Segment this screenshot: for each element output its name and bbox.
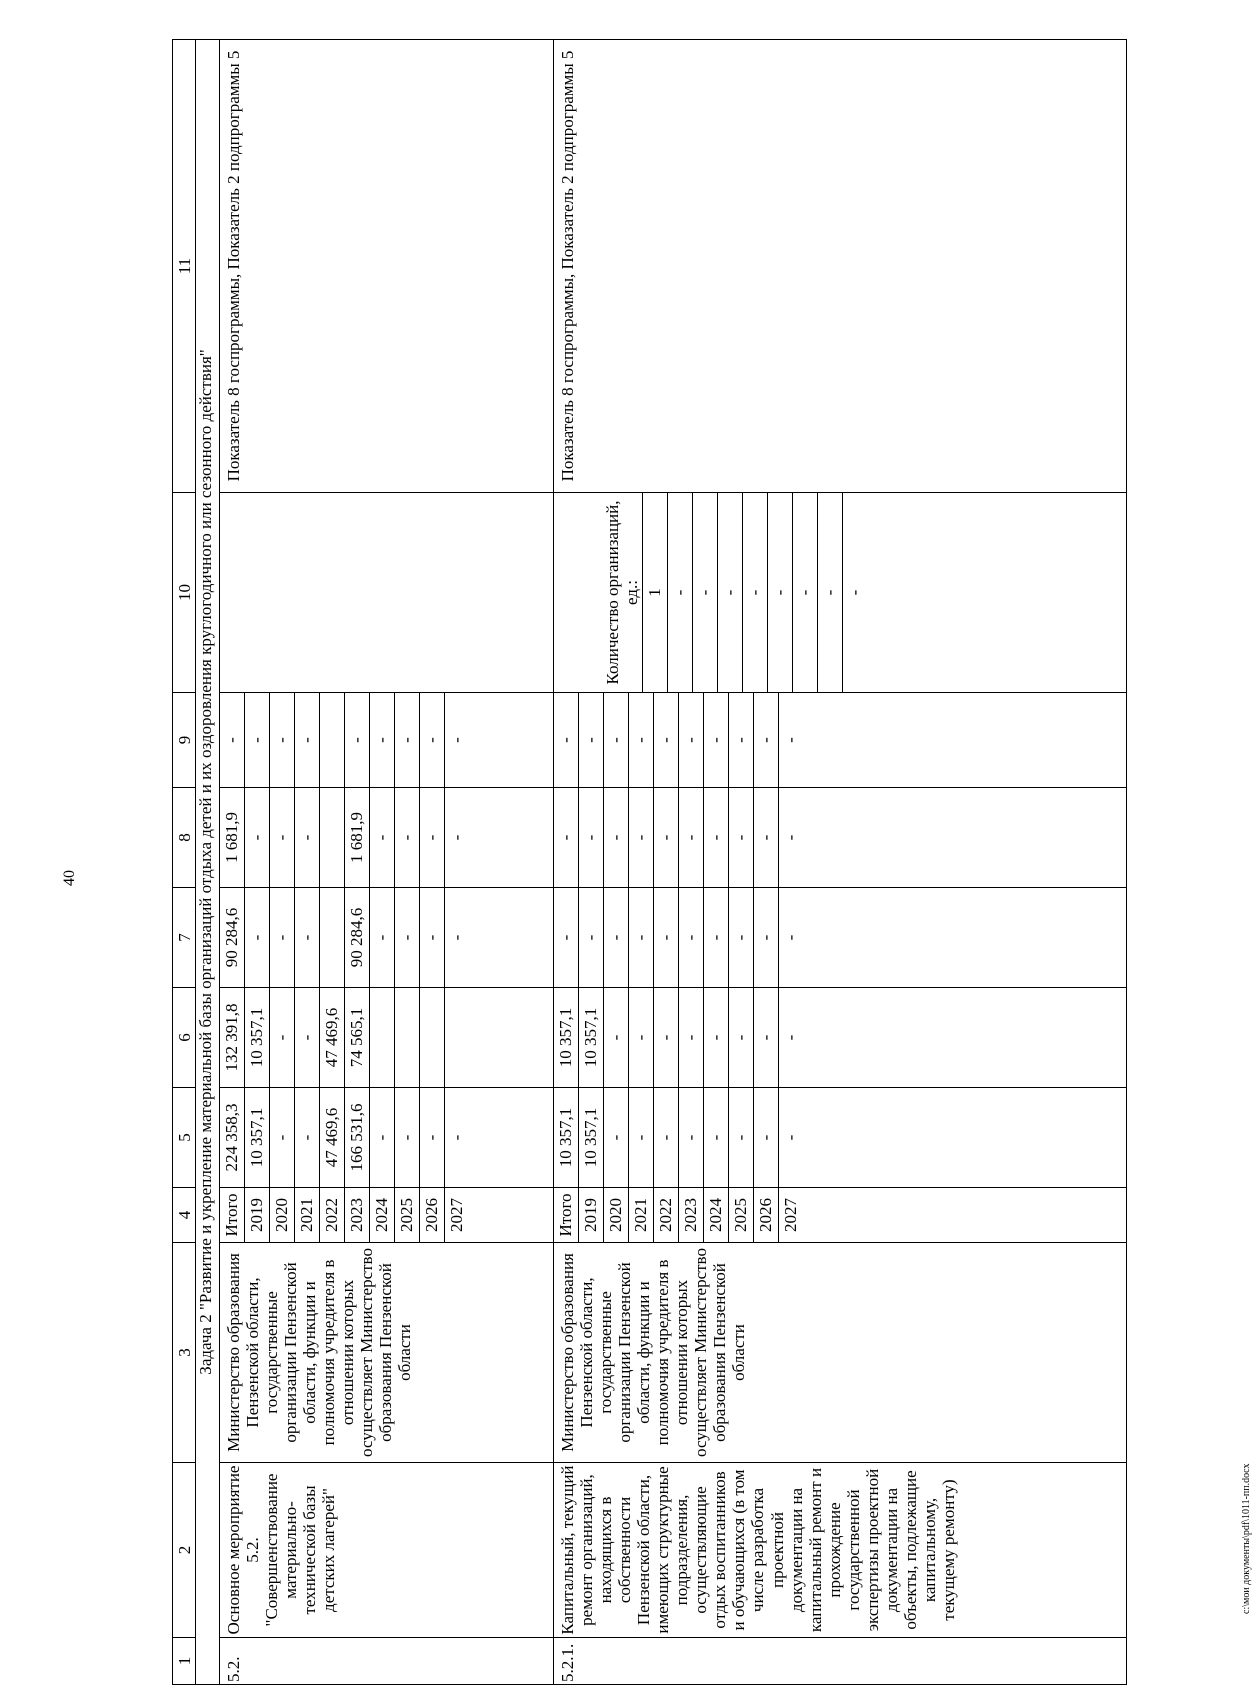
indicator-values <box>643 493 867 692</box>
row-col5 <box>554 1088 1127 1188</box>
amounts-col8-value: - <box>579 788 604 887</box>
amounts-col8-value: - <box>269 788 294 887</box>
amounts-col5-value: - <box>294 1088 319 1187</box>
amounts-col7 <box>220 888 469 987</box>
row-indicator <box>219 493 554 693</box>
indicator-values-value: 1 <box>643 493 668 692</box>
amounts-col8 <box>554 788 803 887</box>
amounts-col8-value: - <box>554 788 579 887</box>
task-header-row <box>196 40 219 1685</box>
year-list-value: Итого <box>554 1188 579 1242</box>
row-col6 <box>219 988 554 1088</box>
amounts-col9-value: - <box>554 693 579 787</box>
amounts-col8-value: 1 681,9 <box>344 788 369 887</box>
amounts-col7-value: - <box>679 888 704 987</box>
table-row <box>219 40 554 1685</box>
row-col6 <box>554 988 1127 1088</box>
year-list-value: 2025 <box>729 1188 754 1242</box>
row-program-indicator: Показатель 8 госпрограммы, Показатель 2 подпрограммы 5 <box>554 40 1127 493</box>
amounts-col9-value: - <box>294 693 319 787</box>
amounts-col8-value: - <box>654 788 679 887</box>
row-col8 <box>554 788 1127 888</box>
amounts-col8-value <box>319 788 344 887</box>
amounts-col8-value: - <box>679 788 704 887</box>
indicator-values-value: - <box>692 493 717 692</box>
amounts-col8-value: - <box>446 834 466 841</box>
amounts-col6-value: 10 357,1 <box>244 988 269 1087</box>
amounts-col5-value: - <box>754 1088 779 1187</box>
amounts-col7-value: - <box>446 934 466 941</box>
amounts-col5-value: 10 357,1 <box>244 1088 269 1187</box>
column-header-1: 1 <box>173 1638 196 1685</box>
year-list-value: 2019 <box>244 1188 269 1242</box>
amounts-col6-value: - <box>654 988 679 1087</box>
amounts-col5-value: 10 357,1 <box>554 1088 579 1187</box>
year-list <box>220 1188 469 1242</box>
table-row <box>554 40 1127 1685</box>
amounts-col5-value: 10 357,1 <box>579 1088 604 1187</box>
amounts-col9-value: - <box>604 693 629 787</box>
amounts-col9-value: - <box>344 693 369 787</box>
amounts-col9-value: - <box>729 693 754 787</box>
column-header-11: 11 <box>173 40 196 493</box>
amounts-col8-value: - <box>394 788 419 887</box>
amounts-col7-value: - <box>554 888 579 987</box>
row-name: Основное мероприятие 5.2. "Совершенствование материально-технической базы детских лагерей" <box>219 1463 554 1638</box>
amounts-col8-value: 1 681,9 <box>220 788 245 887</box>
amounts-col7-value: - <box>579 888 604 987</box>
amounts-col7-value <box>319 888 344 987</box>
amounts-col7-value: - <box>604 888 629 987</box>
indicator-values-value: - <box>742 493 767 692</box>
amounts-col5-value: - <box>269 1088 294 1187</box>
amounts-col9-value: - <box>754 693 779 787</box>
row-col5 <box>219 1088 554 1188</box>
program-table <box>172 39 1127 1685</box>
indicator-values-value: - <box>667 493 692 692</box>
column-header-5: 5 <box>173 1088 196 1188</box>
year-list-value: 2022 <box>319 1188 344 1242</box>
column-header-8: 8 <box>173 788 196 888</box>
amounts-col9-value: - <box>704 693 729 787</box>
amounts-col7-value: - <box>269 888 294 987</box>
amounts-col9-value: - <box>369 693 394 787</box>
amounts-col5-value: - <box>604 1088 629 1187</box>
amounts-col5-value: - <box>654 1088 679 1187</box>
amounts-col6-value: - <box>781 1034 801 1041</box>
year-list-value: 2027 <box>446 1198 466 1232</box>
amounts-col6-value: 10 357,1 <box>554 988 579 1087</box>
year-list-value: 2025 <box>394 1188 419 1242</box>
amounts-col9 <box>220 693 469 787</box>
amounts-col8-value: - <box>781 834 801 841</box>
row-col9 <box>219 693 554 788</box>
amounts-col9-value: - <box>244 693 269 787</box>
column-header-9: 9 <box>173 693 196 788</box>
year-list-value: 2023 <box>679 1188 704 1242</box>
amounts-col6-value: 10 357,1 <box>579 988 604 1087</box>
amounts-col5 <box>554 1088 803 1187</box>
amounts-col8-value: - <box>294 788 319 887</box>
amounts-col5-value: - <box>704 1088 729 1187</box>
amounts-col8-value: - <box>754 788 779 887</box>
amounts-col7-value: - <box>394 888 419 987</box>
amounts-col7-value: 90 284,6 <box>220 888 245 987</box>
indicator-values-value: - <box>792 493 817 692</box>
amounts-col8 <box>220 788 469 887</box>
amounts-col7-value: - <box>419 888 444 987</box>
year-list-value: Итого <box>220 1188 245 1242</box>
amounts-col9-value: - <box>394 693 419 787</box>
amounts-col6-value: - <box>729 988 754 1087</box>
amounts-col9-value: - <box>220 693 245 787</box>
amounts-col6-value: 74 565,1 <box>344 988 369 1087</box>
amounts-col9-value: - <box>781 737 801 743</box>
column-header-3: 3 <box>173 1243 196 1463</box>
amounts-col5-value: 224 358,3 <box>220 1088 245 1187</box>
amounts-col9 <box>554 693 803 787</box>
amounts-col7-value: - <box>781 934 801 941</box>
row-col8 <box>219 788 554 888</box>
amounts-col7-value: - <box>629 888 654 987</box>
row-number: 5.2.1. <box>554 1638 1127 1685</box>
amounts-col8-value: - <box>704 788 729 887</box>
amounts-col6-value: - <box>269 988 294 1087</box>
year-list-value: 2027 <box>781 1198 801 1232</box>
page-number: 40 <box>61 870 78 886</box>
amounts-col9-value: - <box>654 693 679 787</box>
amounts-col5-value: - <box>679 1088 704 1187</box>
amounts-col6-value: 132 391,8 <box>220 988 245 1087</box>
amounts-col6-value <box>369 988 394 1087</box>
rotated-table-wrapper <box>172 40 1127 1685</box>
amounts-col9-value: - <box>269 693 294 787</box>
amounts-col6-value <box>419 988 444 1087</box>
amounts-col9-value: - <box>419 693 444 787</box>
year-list-value: 2022 <box>654 1188 679 1242</box>
amounts-col9-value: - <box>629 693 654 787</box>
amounts-col6-value <box>394 988 419 1087</box>
row-number: 5.2. <box>219 1638 554 1685</box>
row-col7 <box>554 888 1127 988</box>
row-name: Капитальный, текущий ремонт организаций, находящихся в собственности Пензенской области, имеющих структурные подразделения, осуществляющие отдых воспитанников и обучающихся (в том числе разработка проектной документации на капитальный ремонт и прохождение государственной экспертизы проектной документации на объекты, подлежащие капитальному, текущему ремонту) <box>554 1463 1127 1638</box>
column-header-2: 2 <box>173 1463 196 1638</box>
task-title: Задача 2 "Развитие и укрепление материальной базы организаций отдыха детей и их оздоровления круглогодичного или сезонного действия" <box>196 40 219 1685</box>
amounts-col7-value: - <box>654 888 679 987</box>
amounts-col5-value: - <box>729 1088 754 1187</box>
indicator-header-text: Количество организаций, ед.: <box>604 493 642 692</box>
amounts-col7-value: - <box>369 888 394 987</box>
amounts-col5-value: - <box>369 1088 394 1187</box>
indicator-header <box>554 493 642 692</box>
amounts-col6-value: 47 469,6 <box>319 988 344 1087</box>
amounts-col6-value: - <box>679 988 704 1087</box>
amounts-col7-value: - <box>729 888 754 987</box>
amounts-col6-value <box>444 988 469 1087</box>
amounts-col7-value: - <box>704 888 729 987</box>
amounts-col7-value: - <box>294 888 319 987</box>
year-list-value: 2021 <box>294 1188 319 1242</box>
amounts-col6-value: - <box>629 988 654 1087</box>
amounts-col5-value: - <box>781 1134 801 1141</box>
amounts-col5-value: - <box>629 1088 654 1187</box>
amounts-col9-value: - <box>579 693 604 787</box>
year-list-value: 2023 <box>344 1188 369 1242</box>
column-header-6: 6 <box>173 988 196 1088</box>
year-list-value: 2024 <box>704 1188 729 1242</box>
row-years <box>219 1188 554 1243</box>
row-indicator <box>554 493 1127 693</box>
amounts-col5-value: 166 531,6 <box>344 1088 369 1187</box>
indicator-values-value: - <box>767 493 792 692</box>
column-header-7: 7 <box>173 888 196 988</box>
year-list-value: 2020 <box>604 1188 629 1242</box>
row-executor: Министерство образования Пензенской области, государственные организации Пензенской области, функции и полномочия учредителя в отношении которых осуществляет Министерство образования Пензенской области <box>219 1243 554 1463</box>
amounts-col6-value: - <box>294 988 319 1087</box>
amounts-col6 <box>220 988 469 1087</box>
amounts-col6-value: - <box>754 988 779 1087</box>
column-header-10: 10 <box>173 493 196 693</box>
amounts-col8-value: - <box>629 788 654 887</box>
amounts-col5-value: - <box>394 1088 419 1187</box>
amounts-col8-value: - <box>369 788 394 887</box>
row-col9 <box>554 693 1127 788</box>
amounts-col7 <box>554 888 803 987</box>
amounts-col8-value: - <box>729 788 754 887</box>
column-header-4: 4 <box>173 1188 196 1243</box>
year-list-value: 2026 <box>419 1188 444 1242</box>
year-list <box>554 1188 803 1242</box>
year-list-value: 2019 <box>579 1188 604 1242</box>
indicator-values-value: - <box>844 589 864 596</box>
amounts-col7-value: 90 284,6 <box>344 888 369 987</box>
indicator-values-value: - <box>817 493 842 692</box>
footer-file-path: c:\мои документы\pdf\1011-пп.docx <box>1241 1463 1252 1614</box>
amounts-col5-value: - <box>446 1134 466 1141</box>
year-list-value: 2026 <box>754 1188 779 1242</box>
row-executor: Министерство образования Пензенской области, государственные организации Пензенской области, функции и полномочия учредителя в отношении которых осуществляет Министерство образования Пензенской области <box>554 1243 1127 1463</box>
amounts-col9-value: - <box>679 693 704 787</box>
amounts-col7-value: - <box>754 888 779 987</box>
amounts-col7-value: - <box>244 888 269 987</box>
row-years <box>554 1188 1127 1243</box>
amounts-col5 <box>220 1088 469 1187</box>
amounts-col8-value: - <box>419 788 444 887</box>
amounts-col5-value: - <box>419 1088 444 1187</box>
amounts-col8-value: - <box>244 788 269 887</box>
amounts-col9-value <box>319 693 344 787</box>
amounts-col5-value: 47 469,6 <box>319 1088 344 1187</box>
amounts-col6 <box>554 988 803 1087</box>
row-col7 <box>219 888 554 988</box>
year-list-value: 2020 <box>269 1188 294 1242</box>
amounts-col6-value: - <box>704 988 729 1087</box>
year-list-value: 2021 <box>629 1188 654 1242</box>
amounts-col8-value: - <box>604 788 629 887</box>
amounts-col9-value: - <box>446 737 466 743</box>
indicator-values-value: - <box>717 493 742 692</box>
row-program-indicator: Показатель 8 госпрограммы, Показатель 2 подпрограммы 5 <box>219 40 554 493</box>
column-number-header <box>173 40 196 1685</box>
year-list-value: 2024 <box>369 1188 394 1242</box>
amounts-col6-value: - <box>604 988 629 1087</box>
